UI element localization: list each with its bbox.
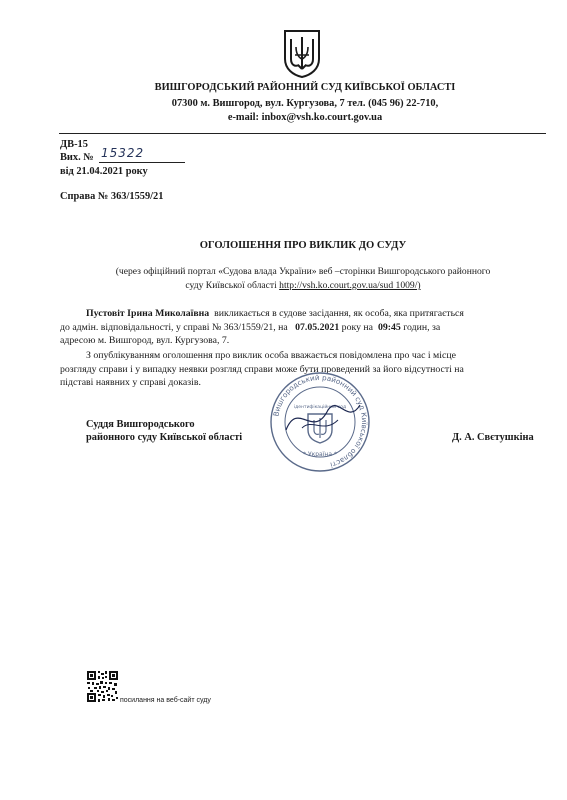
judge-name: Д. А. Свєтушкіна [452, 432, 534, 443]
court-address: 07300 м. Вишгород, вул. Кургузова, 7 тел. (045 96) 22-710, [171, 98, 439, 109]
hearing-time: 09:45 [377, 321, 401, 333]
qr-code[interactable] [86, 670, 119, 703]
court-name: ВИШГОРОДСЬКИЙ РАЙОННИЙ СУД КИЇВСЬКОЇ ОБЛАСТІ [154, 82, 456, 93]
coat-of-arms-icon [283, 29, 321, 79]
summons-line-1 [60, 307, 551, 321]
header-rule [59, 133, 546, 134]
judge-role-line-2: районного суду Київської області [86, 432, 243, 443]
stamp-bottom-text: * Україна * [303, 451, 337, 458]
portal-line-2 [60, 280, 546, 291]
person-name: Пустовіт Ірина Миколаївна [86, 308, 210, 319]
court-website-link[interactable]: http://vsh.ko.court.gov.ua/sud 1009/) [279, 280, 421, 291]
stamp-outer-text: Вишгородський районний суд Київської області [271, 372, 370, 470]
outgoing-label: Вих. № [60, 152, 94, 163]
hearing-date: 07.05.2021 [295, 321, 340, 333]
case-number: Справа № 363/1559/21 [60, 191, 164, 202]
notification-line-2: розгляду справи і у випадку неявки розгляд справи може бути проведений за його відсутності на [60, 363, 464, 375]
notification-line-3: підставі наявних у справі доказів. [60, 377, 201, 388]
stamp-inner-text: ідентифікаційний код [293, 405, 347, 410]
paragraph-summons [60, 307, 551, 348]
outgoing-date: від 21.04.2021 року [60, 166, 148, 177]
outgoing-underline [99, 162, 185, 163]
notice-title: ОГОЛОШЕННЯ ПРО ВИКЛИК ДО СУДУ [199, 240, 407, 251]
summons-line-2 [60, 321, 551, 335]
summons-line-3: адресою м. Вишгород, вул. Кургузова, 7. [60, 335, 230, 346]
form-code: ДВ-15 [60, 139, 88, 150]
judge-role-line-1: Суддя Вишгородського [86, 419, 195, 430]
notification-line-1: З опублікуванням оголошення про виклик особа вважається повідомлена про час і місце [86, 350, 456, 361]
summons-line-2-b: року на [341, 321, 374, 333]
court-stamp [268, 370, 372, 474]
court-email: e-mail: inbox@vsh.ko.court.gov.ua [227, 112, 383, 123]
portal-line-1: (через офіційний портал «Судова влада України» веб –сторінки Вишгородського районного [115, 266, 491, 277]
outgoing-number: 15322 [101, 146, 145, 160]
portal-line-2-text: суду Київської області [185, 280, 280, 291]
summons-line-2-c: годин, за [403, 321, 441, 333]
summons-line-2-a: до адмін. відповідальності, у справі № 363/1559/21, на [60, 321, 288, 333]
summons-line-1-rest: викликається в судове засідання, як особа, яка притягається [214, 308, 464, 319]
qr-caption: посилання на веб-сайт суду [120, 697, 211, 704]
